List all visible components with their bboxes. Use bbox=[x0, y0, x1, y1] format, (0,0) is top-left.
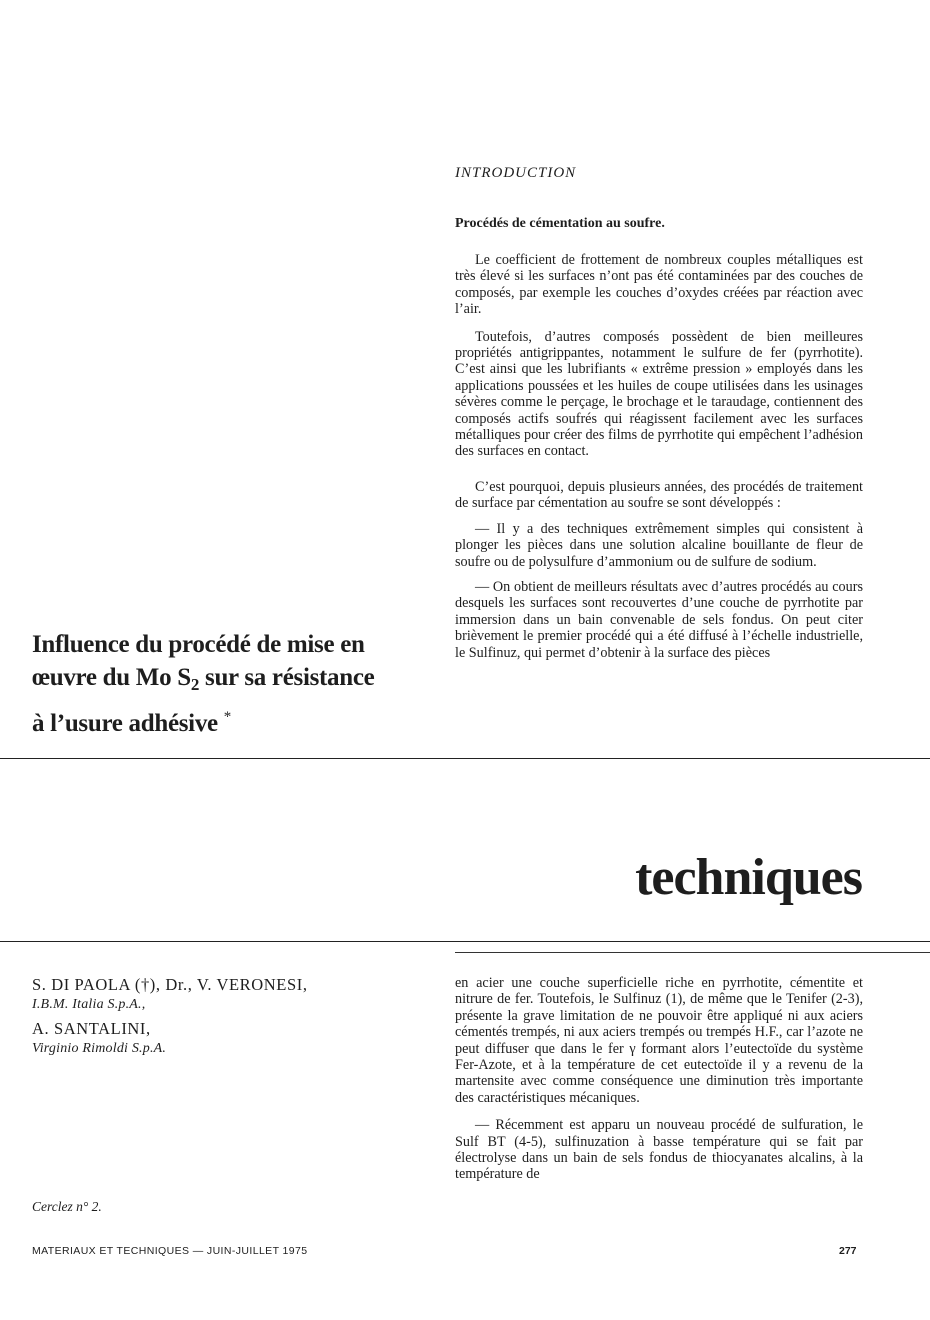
author-affiliation: Virginio Rimoldi S.p.A. bbox=[32, 1041, 167, 1056]
continued-column bbox=[455, 975, 863, 1194]
journal-footer: MATERIAUX ET TECHNIQUES — JUIN-JUILLET 1975 bbox=[32, 1245, 308, 1257]
divider bbox=[0, 758, 930, 759]
divider bbox=[455, 952, 930, 953]
title-line: Influence du procédé de mise en bbox=[32, 631, 365, 658]
reader-service-note: Cerclez n° 2. bbox=[32, 1199, 102, 1214]
paragraph: Le coefficient de frottement de nombreux couples métalliques est très élevé si les surfaces n’ont pas été contaminées par des couches de composés, par exemple les couches d’oxydes créées par réaction avec l’air. bbox=[455, 252, 863, 318]
authors-block bbox=[32, 975, 308, 1063]
section-label: techniques bbox=[635, 849, 862, 906]
paragraph: Toutefois, d’autres composés possèdent de bien meilleures propriétés antigrippantes, notamment le sulfure de fer (pyrrhotite). C’est ainsi que les lubrifiants « extrême pression » employés dans les applications poussées et les huiles de coupe utilisées dans les usinages sévères comme le perçage, le brochage et le taraudage, contiennent des composés actifs soufrés qui réagissent facilement avec les surfaces métalliques pour créer des films de pyrrhotite qui empêchent l’adhésion des surfaces en contact. bbox=[455, 328, 863, 460]
footnote-star: * bbox=[223, 709, 231, 725]
divider bbox=[0, 941, 930, 942]
intro-column bbox=[455, 252, 863, 672]
section-heading: INTRODUCTION bbox=[455, 165, 577, 181]
paragraph: — Récemment est apparu un nouveau procédé de sulfuration, le Sulf BT (4-5), sulfinuzation à basse température qui se fait par électrolyse dans un bain de sels fondus de thiocyanates alcalins, à la température de bbox=[455, 1117, 863, 1183]
author-names: S. DI PAOLA (†), Dr., V. VERONESI, bbox=[32, 975, 308, 994]
title-line: œuvre du Mo $S_2$ sur sa résistance bbox=[32, 664, 375, 694]
paragraph: — Il y a des techniques extrêmement simples qui consistent à plonger les pièces dans une solution alcaline bouillante de fleur de soufre ou de polysulfure d’ammonium ou de sulfure de sodium. bbox=[455, 520, 863, 570]
author-names: A. SANTALINI, bbox=[32, 1019, 151, 1038]
author-affiliation: I.B.M. Italia S.p.A., bbox=[32, 997, 146, 1012]
paragraph: — On obtient de meilleurs résultats avec d’autres procédés au cours desquels les surfaces sont recouvertes d’une couche de pyrrhotite par immersion dans un bain convenable de sels fondus. On peut citer brièvement le premier procédé qui a été diffusé à l’échelle industrielle, le Sulfinuz, qui permet d’obtenir à la surface des pièces bbox=[455, 578, 863, 661]
article-title bbox=[32, 628, 437, 740]
title-line: à l’usure adhésive * bbox=[32, 709, 231, 737]
subsection-title: Procédés de cémentation au soufre. bbox=[455, 216, 665, 231]
paragraph: C’est pourquoi, depuis plusieurs années, des procédés de traitement de surface par cémentation au soufre se sont développés : bbox=[455, 478, 863, 512]
paragraph: en acier une couche superficielle riche en pyrrhotite, cémentite et nitrure de fer. Toutefois, le Sulfinuz (1), de même que le Tenifer (2-3), présente la grave limitation de ne pouvoir être appliqué ni aux aciers cémentés trempés, ni aux aciers trempés ou trempés H.F., car l’azote ne peut diffuser que dans le fer γ formant alors l’eutectoïde du système Fer-Azote, et à la température de cet eutectoïde il y a revenu de la martensite avec comme conséquence une diminution très importante des caractéristiques mécaniques. bbox=[455, 975, 863, 1106]
page-number: 277 bbox=[839, 1245, 857, 1257]
